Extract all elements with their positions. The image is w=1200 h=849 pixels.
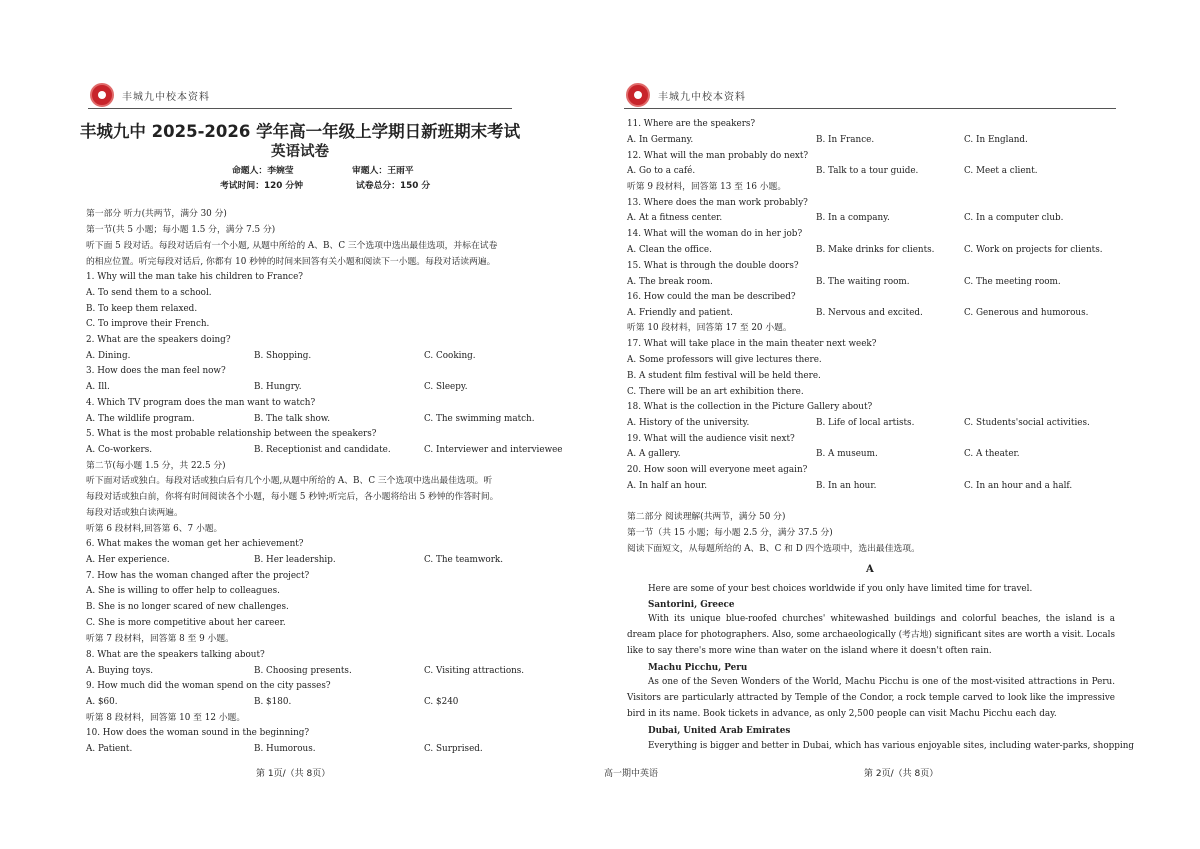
option-c: C. $240 bbox=[424, 697, 459, 707]
option-a: A. Ill. bbox=[86, 382, 110, 392]
option-c: C. The swimming match. bbox=[424, 414, 535, 424]
option-c: C. Generous and humorous. bbox=[964, 308, 1089, 318]
option-c: C. To improve their French. bbox=[86, 319, 210, 329]
option-c: C. Surprised. bbox=[424, 744, 483, 754]
question-stem: 6. What makes the woman get her achievement? bbox=[86, 539, 304, 549]
part-heading: 第二部分 阅读理解(共两节，满分 50 分) bbox=[627, 512, 786, 522]
option-a: A. The break room. bbox=[627, 277, 713, 287]
section-heading: 第一节(共 5 小题；每小题 1.5 分，满分 7.5 分) bbox=[86, 225, 276, 235]
header-school-name: 丰城九中校本资料 bbox=[122, 91, 210, 103]
left-header bbox=[90, 82, 210, 108]
instruction-text: 每段对话或独白前，你将有时间阅读各个小题，每小题 5 秒钟;听完后，各小题将给出 5 秒钟的作答时间。 bbox=[86, 492, 499, 502]
option-b: B. Nervous and excited. bbox=[816, 308, 923, 318]
question-stem: 18. What is the collection in the Picture Gallery about? bbox=[627, 402, 873, 412]
question-stem: 13. Where does the man work probably? bbox=[627, 198, 808, 208]
option-b: B. Receptionist and candidate. bbox=[254, 445, 391, 455]
option-a: A. Some professors will give lectures there. bbox=[627, 355, 822, 365]
passage-paragraph: With its unique blue-roofed churches' whitewashed buildings and colorful beaches, the island is a dream place for photographers. Also, some archaeologically (考古地) significant sites are worth a visit. Locals like to say there's more wine than water on the island where it doesn't often rain. bbox=[627, 614, 1115, 656]
question-stem: 15. What is through the double doors? bbox=[627, 261, 799, 271]
option-c: C. In an hour and a half. bbox=[964, 481, 1073, 491]
instruction-text: 阅读下面短文，从每题所给的 A、B、C 和 D 四个选项中，选出最佳选项。 bbox=[627, 544, 920, 554]
option-b: B. Her leadership. bbox=[254, 555, 336, 565]
option-a: A. In half an hour. bbox=[627, 481, 708, 491]
material-note: 听第 8 段材料，回答第 10 至 12 小题。 bbox=[86, 713, 246, 723]
school-logo-icon bbox=[90, 83, 114, 107]
question-stem: 14. What will the woman do in her job? bbox=[627, 229, 803, 239]
right-header bbox=[626, 82, 746, 108]
option-c: C. Work on projects for clients. bbox=[964, 245, 1103, 255]
option-a: A. She is willing to offer help to colleagues. bbox=[86, 586, 280, 596]
section-heading: 第一节（共 15 小题；每小题 2.5 分，满分 37.5 分) bbox=[627, 528, 833, 538]
option-b: B. The waiting room. bbox=[816, 277, 910, 287]
option-c: C. She is more competitive about her career. bbox=[86, 618, 286, 628]
option-a: A. In Germany. bbox=[627, 135, 694, 145]
option-b: B. $180. bbox=[254, 697, 292, 707]
option-c: C. Sleepy. bbox=[424, 382, 468, 392]
option-c: C. Cooking. bbox=[424, 351, 476, 361]
option-b: B. Hungry. bbox=[254, 382, 302, 392]
question-stem: 11. Where are the speakers? bbox=[627, 119, 756, 129]
passage-paragraph: As one of the Seven Wonders of the World, Machu Picchu is one of the most-visited attractions in Peru. Visitors are particularly attracted by Temple of the Condor, a rock temple carved to look like the impressive bird in its name. Book tickets in advance, as only 2,500 people can visit Machu Picchu each day. bbox=[627, 677, 1115, 719]
option-b: B. Choosing presents. bbox=[254, 666, 352, 676]
section-heading: 第二节(每小题 1.5 分，共 22.5 分) bbox=[86, 461, 226, 471]
instruction-text: 的相应位置。听完每段对话后, 你都有 10 秒钟的时间来回答有关小题和阅读下一小题。每段对话读两遍。 bbox=[86, 257, 496, 267]
option-b: B. Talk to a tour guide. bbox=[816, 166, 919, 176]
option-a: A. Patient. bbox=[86, 744, 133, 754]
option-b: B. In a company. bbox=[816, 213, 890, 223]
place-heading: Santorini, Greece bbox=[648, 600, 735, 610]
header-divider bbox=[624, 108, 1116, 109]
option-c: C. Meet a client. bbox=[964, 166, 1038, 176]
passage-intro: Here are some of your best choices worldwide if you only have limited time for travel. bbox=[648, 584, 1033, 594]
material-note: 听第 9 段材料，回答第 13 至 16 小题。 bbox=[627, 182, 787, 192]
option-a: A. Clean the office. bbox=[627, 245, 712, 255]
question-stem: 17. What will take place in the main theater next week? bbox=[627, 339, 877, 349]
reviewer-text: 审题人：王雨平 bbox=[352, 166, 414, 176]
instruction-text: 听下面对话或独白。每段对话或独白后有几个小题,从题中所给的 A、B、C 三个选项中选出最佳选项。听 bbox=[86, 476, 493, 486]
place-heading: Dubai, United Arab Emirates bbox=[648, 726, 791, 736]
material-note: 听第 6 段材料,回答第 6、7 小题。 bbox=[86, 524, 223, 534]
header-school-name: 丰城九中校本资料 bbox=[658, 91, 746, 103]
passage-paragraph: Everything is bigger and better in Dubai, which has various enjoyable sites, including water-parks, shopping bbox=[648, 741, 1134, 751]
option-c: C. Students'social activities. bbox=[964, 418, 1090, 428]
option-b: B. A museum. bbox=[816, 449, 878, 459]
option-b: B. Make drinks for clients. bbox=[816, 245, 935, 255]
material-note: 听第 10 段材料，回答第 17 至 20 小题。 bbox=[627, 323, 792, 333]
option-a: A. A gallery. bbox=[627, 449, 681, 459]
instruction-text: 每段对话或独白读两遍。 bbox=[86, 508, 183, 518]
option-c: C. In England. bbox=[964, 135, 1028, 145]
option-a: A. Co-workers. bbox=[86, 445, 153, 455]
question-stem: 12. What will the man probably do next? bbox=[627, 151, 809, 161]
option-b: B. A student film festival will be held there. bbox=[627, 371, 821, 381]
footer-subject: 高一期中英语 bbox=[604, 769, 659, 779]
option-b: B. In an hour. bbox=[816, 481, 877, 491]
option-c: C. There will be an art exhibition there. bbox=[627, 387, 804, 397]
option-a: A. $60. bbox=[86, 697, 118, 707]
exam-subtitle: 英语试卷 bbox=[271, 144, 329, 160]
part-heading: 第一部分 听力(共两节，满分 30 分) bbox=[86, 209, 227, 219]
option-b: B. To keep them relaxed. bbox=[86, 304, 198, 314]
option-a: A. Friendly and patient. bbox=[627, 308, 733, 318]
option-b: B. The talk show. bbox=[254, 414, 331, 424]
question-stem: 5. What is the most probable relationship between the speakers? bbox=[86, 429, 377, 439]
option-a: A. Go to a café. bbox=[627, 166, 696, 176]
option-b: B. Life of local artists. bbox=[816, 418, 915, 428]
instruction-text: 听下面 5 段对话。每段对话后有一个小题, 从题中所给的 A、B、C 三个选项中选出最佳选项，并标在试卷 bbox=[86, 241, 498, 251]
material-note: 听第 7 段材料，回答第 8 至 9 小题。 bbox=[86, 634, 234, 644]
author-text: 命题人：李婉莹 bbox=[232, 166, 294, 176]
page-number: 第 2页/（共 8页） bbox=[864, 769, 939, 779]
time-text: 考试时间：120 分钟 bbox=[220, 181, 304, 191]
page-number: 第 1页/（共 8页） bbox=[256, 769, 331, 779]
place-heading: Machu Picchu, Peru bbox=[648, 663, 748, 673]
option-b: B. Shopping. bbox=[254, 351, 312, 361]
option-a: A. History of the university. bbox=[627, 418, 750, 428]
option-c: C. The meeting room. bbox=[964, 277, 1061, 287]
option-a: A. At a fitness center. bbox=[627, 213, 723, 223]
question-stem: 8. What are the speakers talking about? bbox=[86, 650, 265, 660]
score-text: 试卷总分：150 分 bbox=[356, 181, 431, 191]
question-stem: 2. What are the speakers doing? bbox=[86, 335, 231, 345]
question-stem: 1. Why will the man take his children to France? bbox=[86, 272, 304, 282]
option-b: B. She is no longer scared of new challenges. bbox=[86, 602, 289, 612]
school-logo-icon bbox=[626, 83, 650, 107]
passage-label: A bbox=[866, 564, 874, 575]
option-a: A. Buying toys. bbox=[86, 666, 154, 676]
option-a: A. To send them to a school. bbox=[86, 288, 212, 298]
option-c: C. The teamwork. bbox=[424, 555, 504, 565]
question-stem: 4. Which TV program does the man want to watch? bbox=[86, 398, 316, 408]
option-b: B. In France. bbox=[816, 135, 875, 145]
question-stem: 16. How could the man be described? bbox=[627, 292, 796, 302]
exam-title: 丰城九中 2025-2026 学年高一年级上学期日新班期末考试 bbox=[79, 122, 521, 141]
option-c: C. Interviewer and interviewee bbox=[424, 445, 563, 455]
question-stem: 3. How does the man feel now? bbox=[86, 366, 226, 376]
option-a: A. Dining. bbox=[86, 351, 131, 361]
option-a: A. Her experience. bbox=[86, 555, 170, 565]
question-stem: 9. How much did the woman spend on the city passes? bbox=[86, 681, 331, 691]
question-stem: 7. How has the woman changed after the project? bbox=[86, 571, 310, 581]
option-b: B. Humorous. bbox=[254, 744, 316, 754]
header-divider bbox=[88, 108, 512, 109]
option-a: A. The wildlife program. bbox=[86, 414, 195, 424]
question-stem: 10. How does the woman sound in the beginning? bbox=[86, 728, 310, 738]
option-c: C. In a computer club. bbox=[964, 213, 1064, 223]
option-c: C. A theater. bbox=[964, 449, 1020, 459]
question-stem: 19. What will the audience visit next? bbox=[627, 434, 795, 444]
option-c: C. Visiting attractions. bbox=[424, 666, 525, 676]
question-stem: 20. How soon will everyone meet again? bbox=[627, 465, 808, 475]
